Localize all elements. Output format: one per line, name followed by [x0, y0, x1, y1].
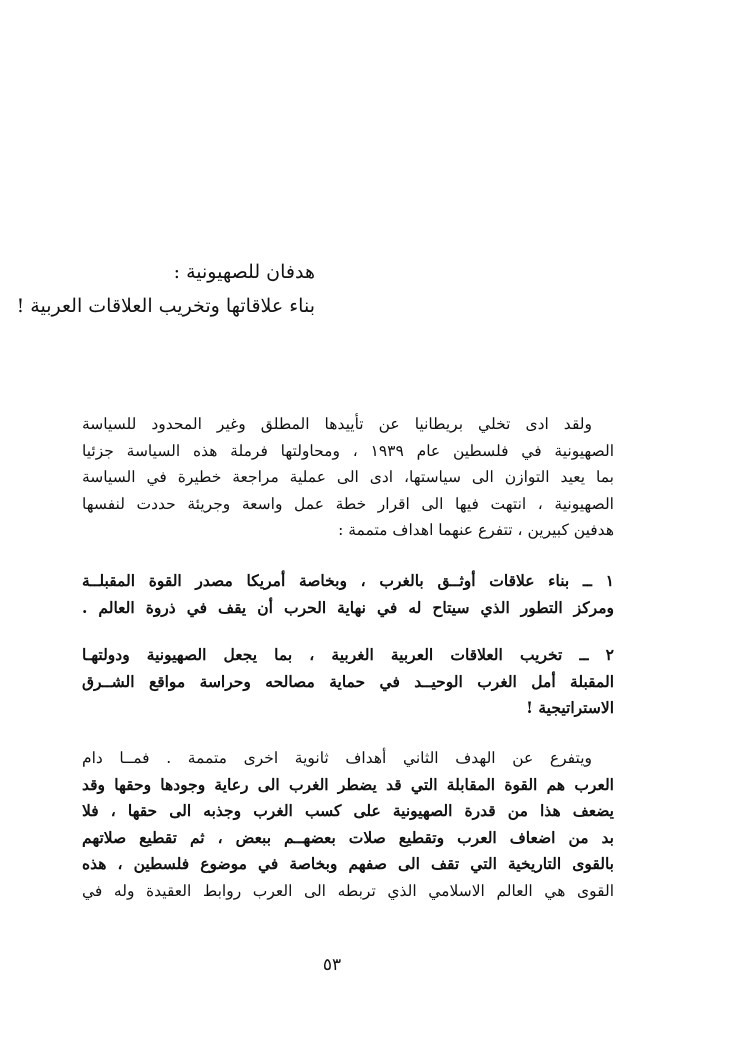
section-heading	[17, 255, 315, 323]
paragraph-line: ومركز التطور الذي سيتاح له في نهاية الحرب أن يقف في ذروة العالم .	[82, 597, 614, 617]
paragraph-line: ٢ ــ تخريب العلاقات العربية الغربية ، بما يجعل الصهيونية ودولتهـا	[82, 645, 614, 664]
paragraph-line: القوى هي العالم الاسلامي الذي تربطه الى العرب روابط العقيدة وله في	[82, 881, 614, 900]
paragraph-line: العرب هم القوة المقابلة التي قد يضطر الغرب الى رعاية وجودها وحقها وقد	[82, 774, 614, 794]
paragraph-line: ١ ــ بناء علاقات أوثــق بالغرب ، وبخاصة أمريكا مصدر القوة المقبلــة	[82, 571, 614, 590]
paragraph-line: الاستراتيجية !	[526, 698, 614, 717]
paragraph-line: بد من اضعاف العرب وتقطيع صلات بعضهــم ببعض ، ثم تقطيع صلاتهم	[82, 827, 614, 847]
paragraph-line: بما يعيد التوازن الى سياستها، ادى الى عملية مراجعة خطيرة في السياسة	[82, 468, 614, 486]
paragraph-line: ويتفرع عن الهدف الثاني أهداف ثانوية اخرى متممة . فمــا دام	[82, 749, 592, 767]
paragraph-line: الصهيونية في فلسطين عام ١٩٣٩ ، ومحاولتها فرملة هذه السياسة جزئيا	[82, 441, 614, 460]
paragraph-line: يضعف هذا من قدرة الصهيونية على كسب الغرب وجذبه الى حقها ، فلا	[82, 801, 614, 820]
paragraph-line: الصهيونية ، انتهت فيها الى اقرار خطة عمل واسعة وجريئة حددت لنفسها	[82, 494, 614, 513]
paragraph-goal-2	[82, 642, 614, 722]
paragraph-secondary-goals	[82, 745, 614, 904]
heading-line-2: بناء علاقاتها وتخريب العلاقات العربية !	[16, 295, 315, 317]
heading-line-1: هدفان للصهيونية :	[173, 261, 315, 283]
paragraph-intro	[82, 411, 614, 544]
page-number: ٥٣	[322, 955, 342, 975]
paragraph-line: المقبلة أمل الغرب الوحيــد في حماية مصالحه وحراسة مواقع الشــرق	[82, 671, 614, 691]
paragraph-goal-1	[82, 568, 614, 621]
paragraph-line: ولقد ادى تخلي بريطانيا عن تأييدها المطلق وغير المحدود للسياسة	[82, 415, 592, 433]
paragraph-line: هدفين كبيرين ، تتفرع عنهما اهداف متممة :	[338, 521, 614, 539]
paragraph-line: بالقوى التاريخية التي تقف الى صفهم وبخاصة في موضوع فلسطين ، هذه	[82, 854, 614, 873]
